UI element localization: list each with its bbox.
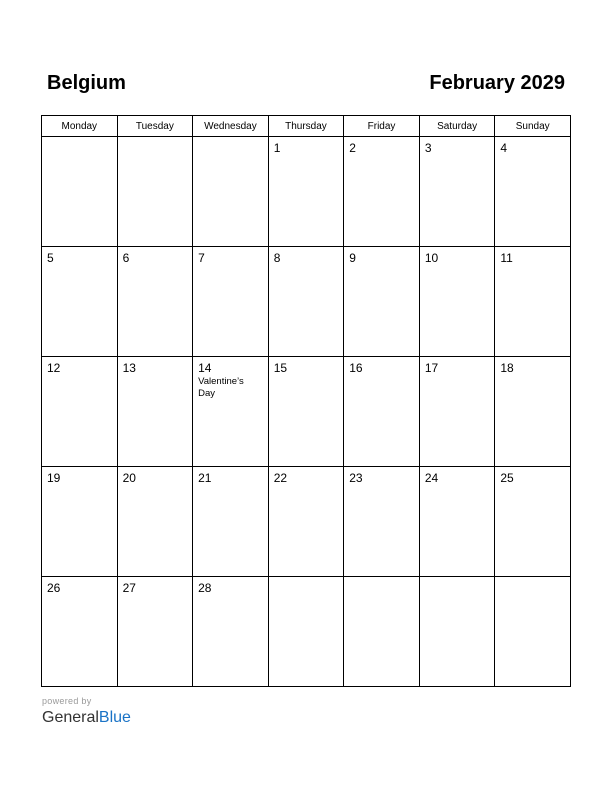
day-number — [193, 137, 268, 141]
day-cell — [193, 137, 269, 247]
day-number: 25 — [500, 471, 514, 485]
day-cell — [344, 137, 420, 247]
footer-branding — [42, 696, 131, 728]
day-cell — [117, 577, 193, 687]
day-cell — [117, 137, 193, 247]
weekday-header: Thursday — [268, 116, 344, 137]
day-number: 27 — [122, 581, 136, 595]
day-number: 6 — [122, 251, 130, 265]
day-number: 12 — [47, 361, 61, 375]
day-cell — [42, 247, 118, 357]
day-number: 1 — [273, 141, 281, 155]
weekday-header: Tuesday — [117, 116, 193, 137]
day-number: 24 — [424, 471, 439, 485]
day-number: 7 — [198, 251, 205, 265]
calendar-grid — [41, 115, 571, 687]
day-cell — [495, 467, 571, 577]
day-cell — [117, 467, 193, 577]
day-number — [118, 137, 193, 141]
day-cell — [117, 247, 193, 357]
day-cell — [193, 467, 269, 577]
holiday-label: Valentine’s Day — [198, 376, 244, 399]
day-number: 23 — [349, 471, 363, 485]
day-cell — [344, 357, 420, 467]
day-number: 3 — [424, 141, 432, 155]
day-cell — [419, 137, 495, 247]
day-cell — [193, 247, 269, 357]
day-cell — [42, 467, 118, 577]
day-cell — [495, 577, 571, 687]
day-cell — [419, 357, 495, 467]
day-number: 28 — [198, 581, 212, 595]
day-cell — [117, 357, 193, 467]
weekday-header-row — [42, 116, 571, 137]
day-number: 2 — [349, 141, 356, 155]
week-row — [42, 467, 571, 577]
day-cell — [268, 247, 344, 357]
day-number: 19 — [47, 471, 61, 485]
day-number: 8 — [273, 251, 281, 265]
day-number: 9 — [349, 251, 356, 265]
week-row — [42, 247, 571, 357]
day-number: 17 — [424, 361, 439, 375]
day-cell — [419, 577, 495, 687]
day-cell — [193, 577, 269, 687]
month-year-title: February 2029 — [429, 72, 565, 94]
logo-text-general: General — [42, 709, 99, 726]
day-number: 14 — [198, 361, 212, 375]
week-row — [42, 357, 571, 467]
weekday-header: Saturday — [419, 116, 495, 137]
day-number: 15 — [273, 361, 288, 375]
day-number: 16 — [349, 361, 363, 375]
day-cell — [495, 247, 571, 357]
day-number — [42, 137, 117, 141]
day-number — [420, 577, 495, 581]
day-number: 18 — [500, 361, 514, 375]
week-row — [42, 137, 571, 247]
weekday-header: Monday — [42, 116, 118, 137]
day-number: 10 — [424, 251, 439, 265]
day-cell — [419, 467, 495, 577]
day-cell — [495, 357, 571, 467]
day-number: 4 — [500, 141, 508, 155]
weekday-header: Friday — [344, 116, 420, 137]
logo-text-blue: Blue — [98, 709, 131, 726]
weekday-header: Wednesday — [193, 116, 269, 137]
day-cell — [344, 467, 420, 577]
day-cell — [344, 577, 420, 687]
day-cell — [268, 577, 344, 687]
day-number: 13 — [122, 361, 136, 375]
week-row — [42, 577, 571, 687]
day-cell — [42, 357, 118, 467]
day-cell — [268, 137, 344, 247]
day-cell — [268, 467, 344, 577]
day-number — [495, 577, 570, 581]
day-number: 11 — [500, 251, 513, 265]
generalblue-logo[interactable] — [42, 708, 131, 728]
day-cell — [268, 357, 344, 467]
day-cell — [344, 247, 420, 357]
day-number: 5 — [47, 251, 54, 265]
day-cell — [193, 357, 269, 467]
day-number: 26 — [47, 581, 61, 595]
day-cell — [42, 137, 118, 247]
day-cell — [495, 137, 571, 247]
weekday-header: Sunday — [495, 116, 571, 137]
day-cell — [419, 247, 495, 357]
day-number — [344, 577, 419, 581]
day-cell — [42, 577, 118, 687]
powered-by-label: powered by — [42, 696, 92, 706]
day-number: 21 — [198, 471, 212, 485]
day-number: 20 — [122, 471, 136, 485]
day-number — [269, 577, 344, 581]
day-number: 22 — [273, 471, 288, 485]
country-title: Belgium — [47, 72, 126, 94]
